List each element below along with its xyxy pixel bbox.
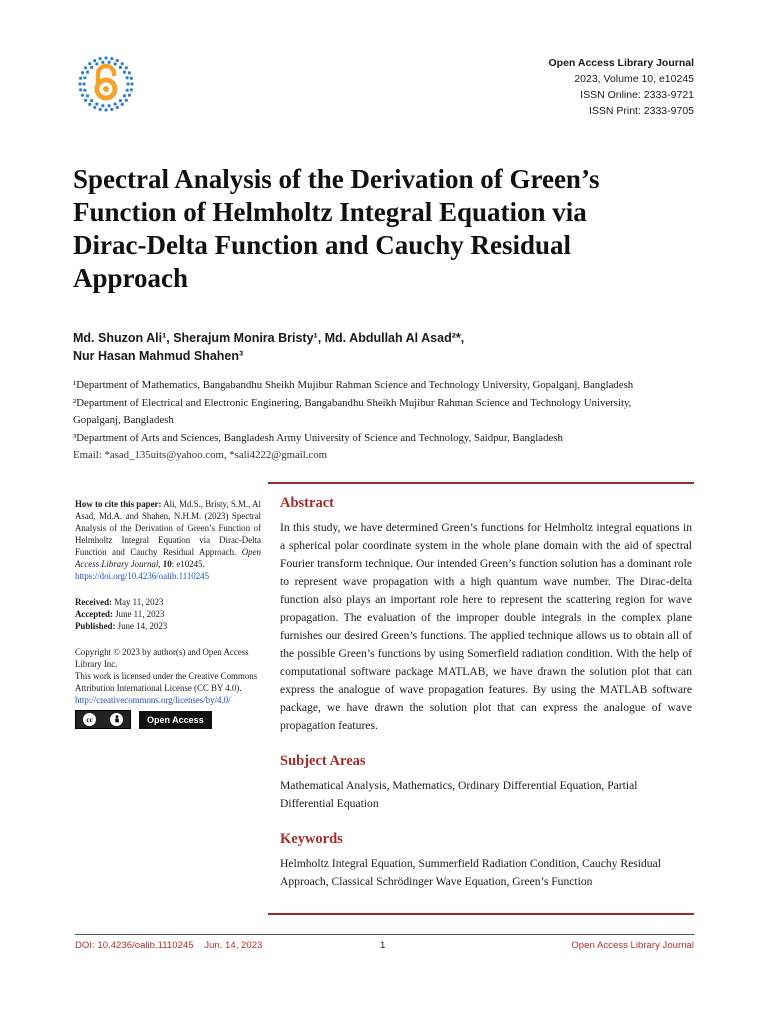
logo-dot — [123, 94, 126, 97]
logo-dot — [84, 66, 87, 69]
copyright — [75, 646, 261, 706]
logo-dot — [125, 99, 128, 102]
cc-icon: cc — [83, 713, 96, 726]
footer-doi-date[interactable]: DOI: 10.4236/oalib.1110245 Jun. 14, 2023 — [75, 940, 263, 951]
keywords-section — [280, 829, 692, 891]
logo-dot — [95, 62, 98, 65]
logo-dot — [108, 61, 111, 64]
logo-dot — [114, 62, 117, 65]
issn-online: ISSN Online: 2333-9721 — [580, 89, 694, 101]
logo-dot — [126, 89, 129, 92]
email-line[interactable]: Email: *asad_135uits@yahoo.com, *sali4222@gmail.com — [73, 449, 328, 461]
logo-dot — [130, 77, 133, 80]
cite-label: How to cite this paper: — [75, 499, 162, 509]
cite-journal: Open Access Library Journal, — [75, 547, 261, 569]
accepted-date: June 11, 2023 — [115, 609, 165, 619]
logo-dot — [126, 82, 129, 85]
logo-dot — [83, 76, 86, 79]
author-list — [73, 329, 464, 365]
title-line: Function of Helmholtz Integral Equation via — [73, 197, 587, 227]
keywords-text: Helmholtz Integral Equation, Summerfield Radiation Condition, Cauchy Residual Approach, Classical Schrödinger Wave Equation, Green’s Function — [280, 857, 661, 888]
logo-dot — [119, 99, 122, 102]
logo-dot — [79, 77, 82, 80]
logo-dot — [86, 71, 89, 74]
badges — [75, 710, 261, 729]
logo-dot — [78, 82, 81, 85]
logo-dot — [90, 66, 93, 69]
logo-dot — [116, 59, 119, 62]
authors-line: Nur Hasan Mahmud Shahen³ — [73, 349, 244, 363]
footer-divider — [75, 934, 695, 935]
logo-dot — [104, 108, 107, 111]
logo-dot — [108, 104, 111, 107]
logo-dot — [104, 56, 107, 59]
published-label: Published: — [75, 621, 116, 631]
affiliation-1: ¹Department of Mathematics, Bangabandhu Sheikh Mujibur Rahman Science and Technology University, Gopalganj, Bangladesh — [73, 379, 634, 391]
cc-by-badge[interactable] — [75, 710, 131, 729]
logo-dot — [88, 103, 91, 106]
title-line: Approach — [73, 263, 189, 293]
logo-dot — [130, 82, 133, 85]
page-number: 1 — [380, 940, 386, 951]
affiliations — [73, 377, 713, 465]
logo-dot — [93, 59, 96, 62]
logo-dot — [125, 66, 128, 69]
keywords-heading: Keywords — [280, 831, 343, 847]
year-volume: 2023, Volume 10, e10245 — [574, 73, 694, 85]
logo-dot — [99, 57, 102, 60]
affiliation-2-cont: Gopalganj, Bangladesh — [73, 414, 174, 426]
logo-dot — [88, 62, 91, 65]
subject-areas-heading: Subject Areas — [280, 753, 366, 769]
abstract-heading: Abstract — [280, 495, 334, 511]
open-access-badge[interactable]: Open Access — [139, 711, 212, 729]
doi-link[interactable]: https://doi.org/10.4236/oalib.1110245 — [75, 571, 210, 581]
logo-dot — [81, 71, 84, 74]
open-access-logo — [78, 56, 134, 112]
logo-dot — [95, 102, 98, 105]
subject-areas-text: Mathematical Analysis, Mathematics, Ordinary Differential Equation, Partial Differential Equation — [280, 779, 638, 810]
sidebar — [75, 498, 261, 729]
cite-text: Ali, Md.S., Bristy, S.M., Al Asad, Md.A. and Shahen, N.H.M. (2023) Spectral Analysis of the Derivation of Green’s Function of Helmholtz Integral Equation via Dirac-Delta Function and Cauchy Residual Approach. — [75, 499, 261, 557]
logo-dot — [121, 103, 124, 106]
received-label: Received: — [75, 597, 112, 607]
logo-dot — [116, 106, 119, 109]
logo-dot — [126, 76, 129, 79]
journal-name: Open Access Library Journal — [548, 57, 694, 69]
cite-volume: 10 — [162, 559, 172, 569]
issn-print: ISSN Print: 2333-9705 — [588, 105, 694, 117]
copyright-text: Copyright © 2023 by author(s) and Open Access Library Inc. — [75, 647, 249, 669]
accepted-label: Accepted: — [75, 609, 113, 619]
logo-dot — [128, 94, 131, 97]
logo-dot — [128, 71, 131, 74]
subject-areas-section — [280, 751, 692, 813]
logo-dot — [81, 94, 84, 97]
logo-dot — [84, 99, 87, 102]
main-column — [280, 493, 692, 891]
logo-dot — [90, 99, 93, 102]
abstract-section — [280, 493, 692, 735]
logo-dot — [121, 62, 124, 65]
affiliation-3: ³Department of Arts and Sciences, Bangladesh Army University of Science and Technology, Saidpur, Bangladesh — [73, 431, 563, 444]
logo-dot — [130, 88, 133, 91]
logo-dot — [83, 89, 86, 92]
journal-info — [549, 55, 695, 119]
logo-dot — [82, 82, 85, 85]
logo-dot — [101, 104, 104, 107]
title-line: Spectral Analysis of the Derivation of Green’s — [73, 164, 600, 194]
by-person-icon — [110, 713, 123, 726]
published-date: June 14, 2023 — [117, 621, 168, 631]
cite-article: : e10245. — [171, 559, 205, 569]
citation — [75, 498, 261, 582]
authors-line: Md. Shuzon Ali¹, Sherajum Monira Bristy¹, Md. Abdullah Al Asad²*, — [73, 331, 465, 345]
footer-journal-name: Open Access Library Journal — [571, 940, 694, 951]
license-text: This work is licensed under the Creative Commons Attribution International License (CC BY 4.0). — [75, 671, 258, 693]
logo-dot — [114, 102, 117, 105]
logo-dot — [123, 71, 126, 74]
paper-title — [73, 163, 693, 295]
logo-dot — [119, 66, 122, 69]
license-link[interactable]: http://creativecommons.org/licenses/by/4.0/ — [75, 695, 231, 705]
logo-dot — [110, 108, 113, 111]
logo-dot — [110, 57, 113, 60]
logo-dot — [101, 61, 104, 64]
section-divider-top — [268, 482, 694, 484]
section-divider-bottom — [268, 913, 694, 915]
logo-dot — [79, 88, 82, 91]
logo-dot — [99, 108, 102, 111]
logo-dot — [93, 106, 96, 109]
logo-dot — [86, 94, 89, 97]
title-line: Dirac-Delta Function and Cauchy Residual — [73, 230, 572, 260]
abstract-text: In this study, we have determined Green’s functions for Helmholtz integral equations in a spherical polar coordinate system in the whole plane domain with the aid of spectral Fourier transform technique. Our intended Green’s function solution has a dominant role to represent wave propagation with a high quantum wave number. The Dirac-delta function also plays an important role here to represent the scattering region for wave propagation. The evaluation of the improper double integrals in the complex plane furnishes our desired Green’s functions. The applied technique allows us to obtain all of the possible Green’s functions by using Somerfield radiation condition. With the help of computational software package MATLAB, we have drawn the solution plot that can express the analogue of wave propagation features. By using the MATLAB software package, we have drawn the solution plot that can express the analogue of wave propagation features. — [280, 521, 692, 732]
affiliation-2: ²Department of Electrical and Electronic Enginering, Bangabandhu Sheikh Mujibur Rahman Science and Technology University, — [73, 396, 632, 409]
received-date: May 11, 2023 — [114, 597, 164, 607]
